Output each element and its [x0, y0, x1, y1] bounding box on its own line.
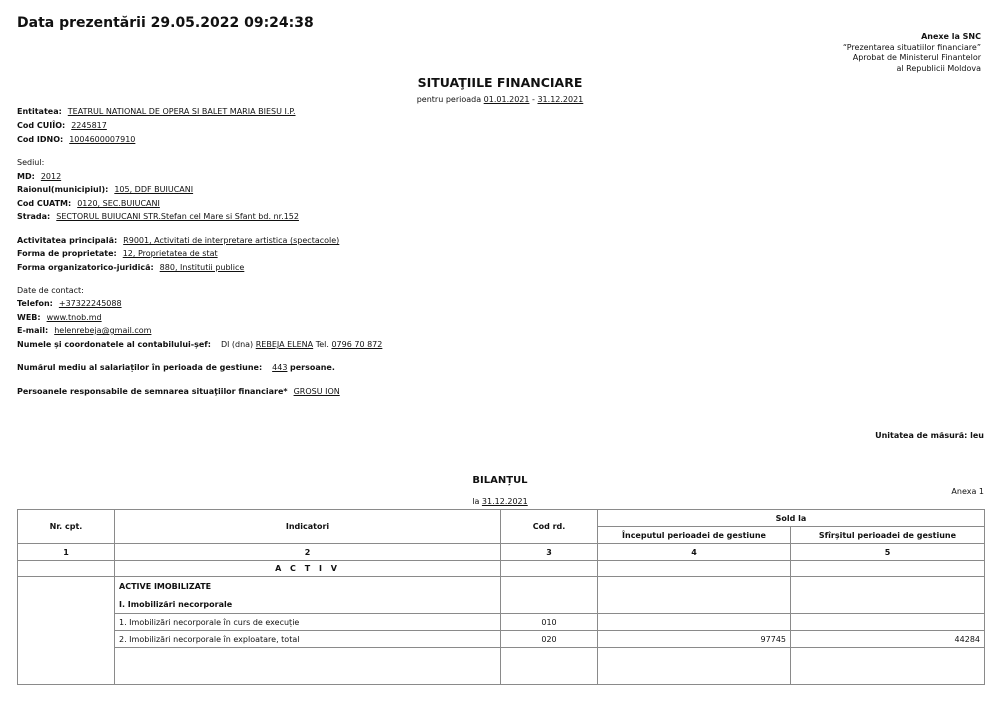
header-sold: Sold la: [598, 510, 985, 527]
contabil-tel: 0796 70 872: [331, 340, 383, 349]
md-line: [17, 172, 61, 181]
col-number: 3: [501, 544, 598, 561]
salariati-line: [17, 363, 335, 372]
row-indicator: 1. Imobilizări necorporale în curs de execuție: [115, 614, 501, 631]
md-value: 2012: [40, 172, 62, 181]
raion-line: [17, 185, 193, 194]
activitate-value: R9001, Activitati de interpretare artistica (spectacole): [123, 236, 340, 245]
col-number: 2: [115, 544, 501, 561]
unit-label: Unitatea de măsură: leu: [875, 431, 984, 440]
telefon-value: +37322245088: [58, 299, 122, 308]
col-number: 4: [598, 544, 791, 561]
strada-value: SECTORUL BUIUCANI STR.Stefan cel Mare si Sfant bd. nr.152: [56, 212, 299, 221]
web-link[interactable]: www.tnob.md: [46, 313, 102, 322]
annex-block: [843, 32, 981, 74]
annex-line: al Republicii Moldova: [896, 63, 981, 73]
org-value: 880, Institutii publice: [159, 263, 245, 272]
table-row: [18, 648, 985, 685]
activ-label: A C T I V: [115, 561, 501, 577]
idno-label: Cod IDNO:: [17, 135, 64, 144]
row-sfarsit: 44284: [791, 631, 985, 648]
cuiio-label: Cod CUIÎO:: [17, 121, 66, 130]
period-end: 31.12.2021: [537, 95, 584, 104]
row-cod: 020: [501, 631, 598, 648]
salariati-label: Numărul mediu al salariaților în perioada de gestiune:: [17, 363, 263, 372]
period-prefix: pentru perioada: [416, 95, 482, 104]
proprietate-label: Forma de proprietate:: [17, 249, 117, 258]
table-row: [18, 614, 985, 631]
col-number: 5: [791, 544, 985, 561]
raion-label: Raionul(municipiul):: [17, 185, 109, 194]
period-start: 01.01.2021: [483, 95, 530, 104]
period-line: [0, 95, 1000, 104]
salariati-value: 443: [272, 363, 288, 372]
entitate-value: TEATRUL NATIONAL DE OPERA SI BALET MARIA BIESU I.P.: [67, 107, 296, 116]
email-line: [17, 326, 151, 335]
column-number-row: [18, 544, 985, 561]
responsabili-value: GROSU ION: [293, 387, 340, 396]
row-cod: 010: [501, 614, 598, 631]
bilant-date-prefix: la: [472, 497, 480, 506]
presentation-date-value: 29.05.2022 09:24:38: [150, 15, 314, 31]
activ-row: [18, 561, 985, 577]
raion-value: 105, DDF BUIUCANI: [114, 185, 194, 194]
proprietate-value: 12, Proprietatea de stat: [122, 249, 218, 258]
org-line: [17, 263, 244, 272]
header-inceput: Începutul perioadei de gestiune: [598, 527, 791, 544]
bilant-title: BILANȚUL: [472, 475, 528, 486]
annex-line: Aprobat de Ministerul Finantelor: [852, 53, 981, 62]
contabil-line: [17, 340, 382, 349]
table-header-row: [18, 510, 985, 527]
contact-label: Date de contact:: [17, 286, 84, 295]
section-row: [18, 577, 985, 596]
telefon-line: [17, 299, 122, 308]
bilant-table: [17, 509, 985, 685]
email-label: E-mail:: [17, 326, 49, 335]
cuatm-value: 0120, SEC.BUIUCANI: [77, 199, 160, 208]
anexa-label: Anexa 1: [951, 487, 984, 496]
idno-line: [17, 135, 135, 144]
presentation-date-label: Data prezentării: [17, 15, 146, 31]
annex-title: Anexe la SNC: [921, 32, 981, 41]
responsabili-label: Persoanele responsabile de semnarea situaţiilor financiare*: [17, 387, 288, 396]
activitate-label: Activitatea principală:: [17, 236, 118, 245]
web-line: [17, 313, 102, 322]
col-number: 1: [18, 544, 115, 561]
header-indicatori: Indicatori: [115, 510, 501, 544]
cuiio-value: 2245817: [71, 121, 107, 130]
strada-line: [17, 212, 299, 221]
activitate-line: [17, 236, 339, 245]
org-label: Forma organizatorico-juridică:: [17, 263, 154, 272]
contabil-prefix: Dl (dna): [220, 340, 254, 349]
contact-heading: [17, 286, 84, 295]
subsection-title: I. Imobilizări necorporale: [115, 595, 501, 614]
row-inceput: 97745: [598, 631, 791, 648]
sediul-label: Sediul:: [17, 158, 45, 167]
document-title: SITUAŢIILE FINANCIARE: [417, 75, 583, 90]
cuiio-line: [17, 121, 107, 130]
period-separator: -: [532, 95, 535, 104]
row-inceput: [598, 614, 791, 631]
bilant-date: [0, 497, 1000, 506]
telefon-label: Telefon:: [17, 299, 53, 308]
proprietate-line: [17, 249, 218, 258]
header-sfarsit: Sfîrșitul perioadei de gestiune: [791, 527, 985, 544]
cuatm-label: Cod CUATM:: [17, 199, 72, 208]
idno-value: 1004600007910: [69, 135, 136, 144]
contabil-tel-label: Tel.: [315, 340, 329, 349]
contabil-name: REBEJA ELENA: [255, 340, 314, 349]
entitate-label: Entitatea:: [17, 107, 62, 116]
bilant-date-value: 31.12.2021: [481, 497, 528, 506]
email-link[interactable]: helenrebeja@gmail.com: [54, 326, 152, 335]
cuatm-line: [17, 199, 160, 208]
strada-label: Strada:: [17, 212, 51, 221]
section-title: ACTIVE IMOBILIZATE: [115, 577, 501, 596]
row-sfarsit: [791, 614, 985, 631]
presentation-date: [17, 15, 314, 31]
salariati-suffix: persoane.: [289, 363, 335, 372]
annex-line: “Prezentarea situatiilor financiare”: [842, 42, 981, 52]
responsabili-line: [17, 387, 340, 396]
table-row: [18, 631, 985, 648]
contabil-label: Numele și coordonatele al contabilului-șef:: [17, 340, 211, 349]
header-nr: Nr. cpt.: [18, 510, 115, 544]
md-label: MD:: [17, 172, 35, 181]
web-label: WEB:: [17, 313, 41, 322]
entity-line: [17, 107, 296, 116]
header-cod: Cod rd.: [501, 510, 598, 544]
sediul-line: [17, 158, 44, 167]
row-indicator: 2. Imobilizări necorporale în exploatare, total: [115, 631, 501, 648]
